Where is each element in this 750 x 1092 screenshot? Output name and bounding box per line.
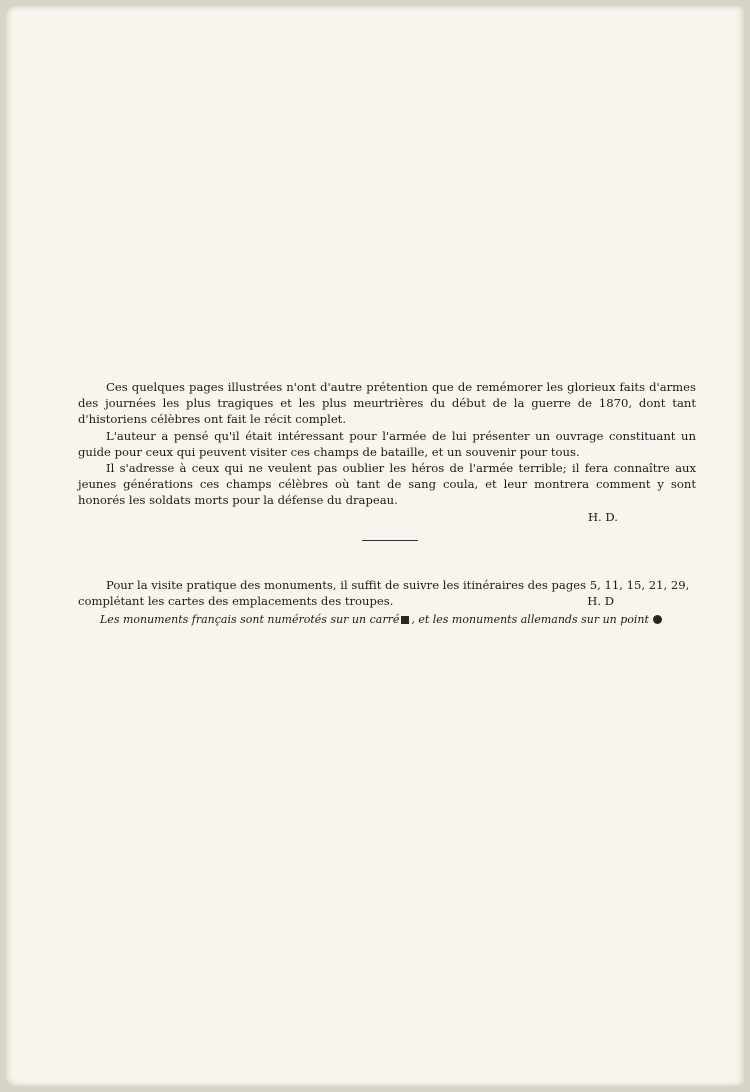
french-monument-square-icon (401, 616, 409, 624)
visit-line-2: complétant les cartes des emplacements des troupes. (78, 594, 394, 609)
visit-line-2-row (78, 593, 696, 609)
intro-paragraph-2: L'auteur a pensé qu'il était intéressant pour l'armée de lui présenter un ouvrage constituant un guide pour ceux qui peuvent visiter ces champs de bataille, et un souvenir pour tous. (78, 428, 696, 459)
intro-text (78, 379, 696, 525)
intro-paragraph-1: Ces quelques pages illustrées n'ont d'autre prétention que de remémorer les glorieux faits d'armes des journées les plus tragiques et les plus meurtrières du début de la guerre de 1870, dont tant d'historiens célèbres ont fait le récit complet. (78, 380, 696, 427)
visit-line-1: Pour la visite pratique des monuments, il suffit de suivre les itinéraires des pages 5, 11, 15, 21, 29, (106, 578, 690, 592)
german-monument-dot-icon (653, 615, 662, 624)
visit-signature: H. D (587, 594, 614, 609)
legend-text-after: , et les monuments allemands sur un point (411, 613, 649, 626)
intro-paragraph-3: Il s'adresse à ceux qui ne veulent pas oublier les héros de l'armée terrible; il fera connaître aux jeunes générations ces champs célèbres où tant de sang coula, et leur montrera comment y sont honorés les soldats morts pour la défense du drapeau. (78, 461, 696, 508)
section-divider (362, 540, 418, 541)
document-page (6, 6, 744, 1086)
legend-text-before: Les monuments français sont numérotés sur un carré (100, 613, 400, 626)
visit-note (78, 577, 696, 609)
intro-signature: H. D. (587, 509, 618, 524)
intro-signature-row (78, 509, 696, 525)
monument-legend (100, 613, 700, 626)
